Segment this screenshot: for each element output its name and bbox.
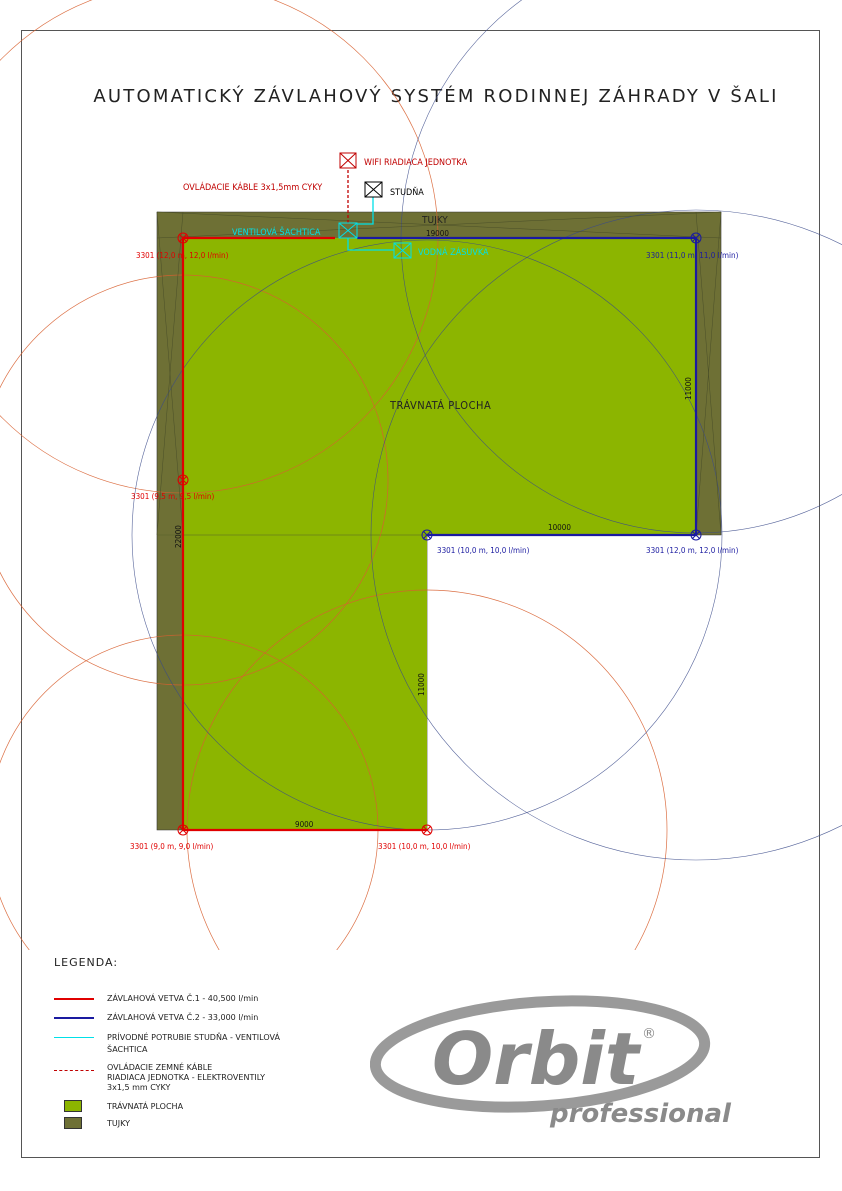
logo-sub: professional [550, 1099, 731, 1129]
sprinkler-label-mid-center: 3301 (10,0 m, 10,0 l/min) [437, 546, 530, 555]
legend-branch1-text: ZÁVLAHOVÁ VETVA Č.1 - 40,500 l/min [107, 994, 259, 1003]
sprinkler-label-mid-right: 3301 (12,0 m, 12,0 l/min) [646, 546, 739, 555]
legend-hedge-text: TUJKY [107, 1119, 130, 1128]
dimension-lower-right: 11000 [417, 673, 426, 696]
legend-cables-text-1: OVLÁDACIE ZEMNÉ KÁBLE [107, 1063, 213, 1072]
wifi-unit-label: WIFI RIADIACA JEDNOTKA [364, 158, 468, 168]
drawing-title: AUTOMATICKÝ ZÁVLAHOVÝ SYSTÉM RODINNEJ ZÁHRADY V ŠALI [93, 86, 779, 107]
legend-lawn-swatch [64, 1100, 82, 1112]
logo-registered: ® [642, 1026, 656, 1042]
sprinkler-label-bottom-right: 3301 (10,0 m, 10,0 l/min) [378, 842, 471, 851]
legend-supply-text-2: ŠACHTICA [107, 1045, 148, 1054]
sprinkler-label-bottom-left: 3301 (9,0 m, 9,0 l/min) [130, 842, 214, 851]
dimension-top: 19000 [426, 229, 449, 238]
sprinkler-label-top-left: 3301 (12,0 m, 12,0 l/min) [136, 251, 229, 260]
hedge-label: TUJKY [422, 215, 448, 226]
valve-box-label: VENTILOVÁ ŠACHTICA [232, 228, 321, 238]
well-label: STUDŇA [390, 188, 424, 198]
legend-supply-line [54, 1037, 94, 1038]
dimension-right: 11000 [684, 377, 693, 400]
legend-cables-text-3: 3x1,5 mm CYKY [107, 1083, 171, 1092]
sprinkler-label-top-right: 3301 (11,0 m, 11,0 l/min) [646, 251, 739, 260]
orbit-professional-logo [370, 992, 770, 1132]
legend-hedge-swatch [64, 1117, 82, 1129]
legend-branch2-line [54, 1017, 94, 1019]
legend-supply-text-1: PRÍVODNÉ POTRUBIE STUDŇA - VENTILOVÁ [107, 1033, 280, 1042]
lawn-label: TRÁVNATÁ PLOCHA [390, 399, 492, 412]
dimension-bottom: 9000 [295, 820, 314, 829]
water-outlet-label: VODNÁ ZÁSUVKA [418, 248, 489, 258]
well-symbol [365, 182, 382, 197]
legend-lawn-text: TRÁVNATÁ PLOCHA [107, 1102, 184, 1111]
control-cables-label: OVLÁDACIE KÁBLE 3x1,5mm CYKY [183, 183, 323, 193]
logo-brand: Orbit [432, 1017, 640, 1101]
wifi-unit-symbol [340, 153, 356, 168]
dimension-left: 22000 [174, 525, 183, 548]
dimension-middle: 10000 [548, 523, 571, 532]
legend-cables-line [54, 1070, 94, 1071]
legend-branch2-text: ZÁVLAHOVÁ VETVA Č.2 - 33,000 l/min [107, 1013, 259, 1022]
legend-title: LEGENDA: [54, 956, 119, 969]
sprinkler-label-mid-left: 3301 (9,5 m, 9,5 l/min) [131, 492, 215, 501]
legend-cables-text-2: RIADIACA JEDNOTKA - ELEKTROVENTILY [107, 1073, 265, 1082]
legend-branch1-line [54, 998, 94, 1000]
